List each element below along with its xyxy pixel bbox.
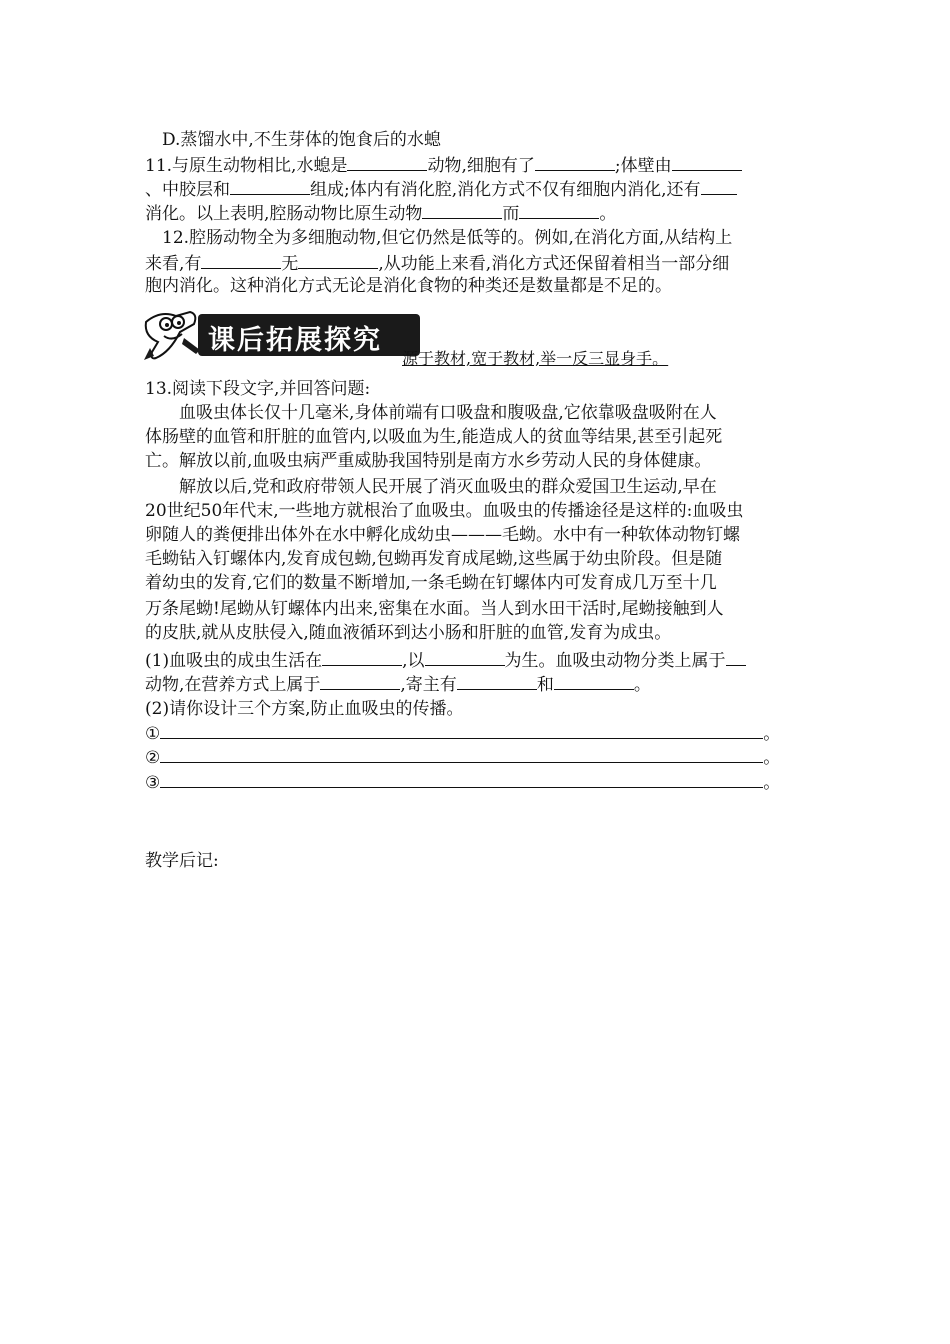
q12-line-2 [145,250,729,276]
q12-text: ,从功能上来看,消化方式还保留着相当一部分细 [378,254,730,274]
plan-answer-line-3 [145,771,780,795]
plan-answer-line-1 [145,722,780,746]
q13-s2-prompt: (2)请你设计三个方案,防止血吸虫的传播。 [145,699,464,719]
banner-subtitle: 源于教材,宽于教材,举一反三显身手。 [402,349,669,368]
q12-text: 来看,有 [145,254,202,274]
plan-marker: ③ [145,773,161,793]
plan-marker: ② [145,748,161,768]
q10-option-d: D.蒸馏水中,不生芽体的饱食后的水螅 [162,130,441,150]
plan-answer-field[interactable] [160,771,763,788]
answer-blank[interactable] [320,671,400,690]
answer-blank[interactable] [201,250,281,269]
q13-para1-line: 血吸虫体长仅十几毫米,身体前端有口吸盘和腹吸盘,它依靠吸盘吸附在人 [145,403,717,423]
q13-s1-line-2 [145,671,651,697]
answer-blank[interactable] [422,200,502,219]
answer-blank[interactable] [535,152,615,171]
q11-text: 而 [502,204,520,224]
plan-answer-field[interactable] [160,746,763,763]
q13-para2-line: 着幼虫的发育,它们的数量不断增加,一条毛蚴在钉螺体内可发育成几万至十几 [145,573,717,593]
q13-para1-line: 亡。解放以前,血吸虫病严重威胁我国特别是南方水乡劳动人民的身体健康。 [145,451,712,471]
q11-text: 。 [599,204,617,224]
line-end: 。 [763,724,781,744]
answer-blank[interactable] [672,152,742,171]
q11-text: ;体壁由 [614,156,672,176]
q13-text: ,寄主有 [400,675,457,695]
q11-text: 动物,细胞有了 [427,156,535,176]
q11-text: 组成;体内有消化腔,消化方式不仅有细胞内消化,还有 [310,180,701,200]
answer-blank[interactable] [322,647,402,666]
answer-blank[interactable] [457,671,537,690]
answer-blank[interactable] [554,671,634,690]
q13-para2-line: 卵随人的粪便排出体外在水中孵化成幼虫———毛蚴。水中有一种软体动物钉螺 [145,525,740,545]
answer-blank[interactable] [726,647,746,666]
plan-marker: ① [145,724,161,744]
q11-text: 、中胶层和 [145,180,230,200]
teaching-notes-label: 教学后记: [145,851,219,871]
banner-title: 课后拓展探究 [208,325,382,356]
q13-text: 动物,在营养方式上属于 [145,675,321,695]
line-end: 。 [763,773,781,793]
q13-text: 。 [633,675,651,695]
q12-line-3: 胞内消化。这种消化方式无论是消化食物的种类还是数量都是不足的。 [145,276,672,296]
q13-intro: 13.阅读下段文字,并回答问题: [145,379,371,399]
q13-para2-line: 解放以后,党和政府带领人民开展了消灭血吸虫的群众爱国卫生运动,早在 [145,477,717,497]
q13-para2-line: 的皮肤,就从皮肤侵入,随血液循环到达小肠和肝脏的血管,发育为成虫。 [145,623,672,643]
q13-s1-line-1 [145,647,746,673]
answer-blank[interactable] [425,647,505,666]
answer-blank[interactable] [298,250,378,269]
q11-text: 11.与原生动物相比,水螅是 [145,156,348,176]
q13-text: 和 [536,675,554,695]
q13-para2-line: 万条尾蚴!尾蚴从钉螺体内出来,密集在水面。当人到水田干活时,尾蚴接触到人 [145,599,724,619]
answer-blank[interactable] [347,152,427,171]
q11-text: 消化。以上表明,腔肠动物比原生动物 [145,204,423,224]
q13-text: 为生。血吸虫动物分类上属于 [504,651,726,671]
section-banner [140,302,740,366]
q13-para2-line: 20世纪50年代末,一些地方就根治了血吸虫。血吸虫的传播途径是这样的:血吸虫 [145,501,744,521]
answer-blank[interactable] [701,176,737,195]
q13-text: (1)血吸虫的成虫生活在 [145,651,323,671]
q11-line-3 [145,200,616,226]
q13-para2-line: 毛蚴钻入钉螺体内,发育成包蚴,包蚴再发育成尾蚴,这些属于幼虫阶段。但是随 [145,549,723,569]
plan-answer-line-2 [145,746,780,770]
q12-text: 无 [281,254,299,274]
line-end: 。 [763,748,781,768]
plan-answer-field[interactable] [160,722,763,739]
q12-line-1: 12.腔肠动物全为多细胞动物,但它仍然是低等的。例如,在消化方面,从结构上 [162,228,733,248]
q13-para1-line: 体肠壁的血管和肝脏的血管内,以吸血为生,能造成人的贫血等结果,甚至引起死 [145,427,723,447]
answer-blank[interactable] [230,176,310,195]
answer-blank[interactable] [519,200,599,219]
q13-text: ,以 [402,651,425,671]
q11-line-1 [145,152,742,178]
q11-line-2 [145,176,737,202]
